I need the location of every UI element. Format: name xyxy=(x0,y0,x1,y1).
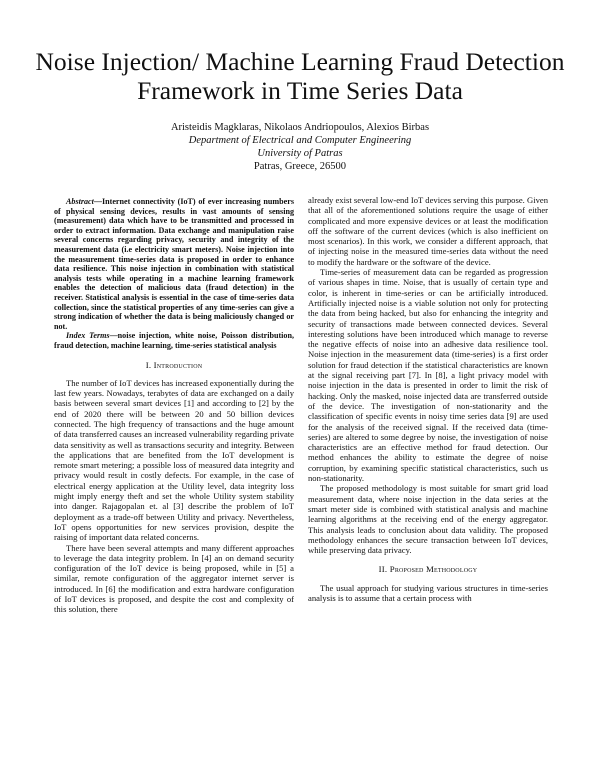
intro-paragraph-1: The number of IoT devices has increased exponentially during the last few years. Nowadays, terabytes of data are exchanged on a daily basis between several smart devices [1] and according to [2] by the end of 2020 there will be between 20 and 50 billion devices connected. The high frequency of transactions and the huge amount of data transferred causes an increased vulnerability regarding private data sensitivity as well as transactions security and integrity. Between the applications that are benefited from the IoT development is remote smart metering; a possible loss of measured data integrity and privacy would result in costly defects. For example, in the case of electrical energy application at the Utility level, data integrity loss might imply energy theft and set the whole Utility system stability into danger. Rajagopalan et. al [3] describe the problem of IoT deployment as a trade-off between Utility and privacy. Nevertheless, IoT opens opportunities for new services provision, despite the raising of important data related concerns. xyxy=(54,377,294,543)
abstract-label: Abstract xyxy=(66,197,94,206)
author-block xyxy=(30,121,570,173)
abstract-text: —Internet connectivity (IoT) of ever increasing numbers of physical sensing devices, results in vast amounts of sensing (measurement) data which have to be transmitted and processed in order to extract information. Data exchange and manipulation raise several concerns regarding privacy, security and integrity of the measurement data (i.e electricity smart meters). Noise injection into the measurement time-series data is proposed in order to enhance data resilience. This noise injection in combination with statistical analysis tests while operating in a machine learning framework enables the detection of malicious data (fraud detection) in the receiver. Statistical analysis is essential in the case of time-series data collection, since the statistical properties of any time-series can give a strong indication of whether the data is being maliciously changed or not. xyxy=(54,197,294,331)
section-heading-introduction: I. Introduction xyxy=(145,359,203,370)
methodology-paragraph-1: The usual approach for studying various structures in time-series analysis is to assume that a certain process with xyxy=(308,582,548,603)
index-terms-text: —noise injection, white noise, Poisson distribution, fraud detection, machine learning, time-series statistical analysis xyxy=(54,331,294,350)
title-line-2: Framework in Time Series Data xyxy=(137,76,463,105)
intro-paragraph-4: The proposed methodology is most suitable for smart grid load measurement data, where noise injection in the data series at the smart meter side is combined with statistical analysis and machine learning algorithms at the receiving end of the energy aggregator. This analysis leads to conclusion about data validity. The proposed methodology enhances the secure transaction between IoT devices, while preserving data privacy. xyxy=(308,483,548,556)
intro-paragraph-3: Time-series of measurement data can be regarded as progression of various shapes in time. Noise, that is usually of certain type and color, is inherent in time-series or can be artificially introduced. Artificially injected noise is a viable solution not only for protecting the data from being hacked, but also for enhancing the integrity and security of transactions made between connected devices. Several interesting solutions have been introduced which manage to reverse the negative effects of noise into an adhesive data resilience tool. Noise injection in the measurement data (time-series) is a first order solution for fraud detection if the statistical characteristics are known at the signal receiving part [7]. In [8], a light privacy model with noise injection in the data is presented in order to limit the risk of hacking. Only the masked, noise injected data are transferred outside of the device. The investigation of non-stationarity and the classification of specific events in noisy time series data [9] are used for the analysis of the received signal. If the received data (time-series) are altered to some degree by noise, the investigation of noise characteristics are an effective method for fraud detection. Our method enhances the ability to estimate the degree of noise corruption, by examining specific statistical characteristics, such us non-stationarity. xyxy=(308,267,548,484)
left-column xyxy=(54,197,294,615)
affiliation-department: Department of Electrical and Computer Engineering xyxy=(188,135,412,146)
affiliation-university: University of Patras xyxy=(257,148,343,159)
affiliation-city: Patras, Greece, 26500 xyxy=(253,161,347,172)
author-names: Aristeidis Magklaras, Nikolaos Andriopoulos, Alexios Birbas xyxy=(170,122,430,133)
paper-title xyxy=(30,47,570,105)
index-terms xyxy=(54,331,294,350)
abstract xyxy=(54,197,294,331)
right-column xyxy=(308,195,548,603)
title-line-1: Noise Injection/ Machine Learning Fraud Detection xyxy=(35,47,565,76)
intro-paragraph-2-continued: already exist several low-end IoT devices serving this purpose. Given that all of the aforementioned solutions require the usage of either complicated and more expensive devices or at least the modification off the software of the current devices (which is also inefficient on most scenarios). In this work, we consider a different approach, that of injecting noise in the measured time-series data without the need to modify the hardware or the software of the device. xyxy=(308,195,548,267)
index-terms-label: Index Terms xyxy=(66,331,110,341)
intro-paragraph-2: There have been several attempts and many different approaches to leverage the data integrity problem. In [4] an on demand security configuration of the IoT device is being proposed, while in [5] a similar, remote configuration of the aggregator internet server is introduced. In [6] the modification and extra hardware configuration of IoT devices is proposed, and despite the cost and complexity of this solution, there xyxy=(54,542,294,615)
section-heading-methodology: II. Proposed Methodology xyxy=(378,564,478,575)
